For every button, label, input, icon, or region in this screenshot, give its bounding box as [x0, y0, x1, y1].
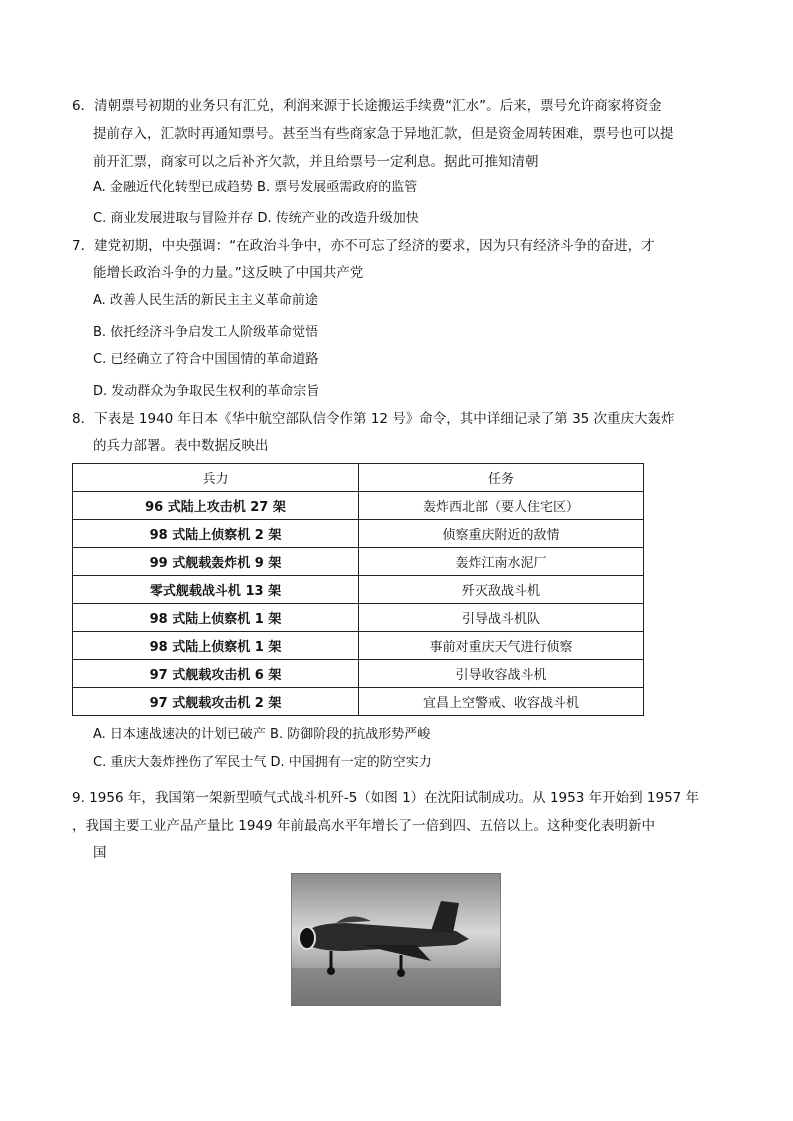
q6-line-2: 提前存入，汇款时再通知票号。甚至当有些商家急于异地汇款，但是资金周转困难，票号也可以提 [93, 126, 674, 142]
q7-line-1: 7．建党初期，中央强调：“在政治斗争中，亦不可忘了经济的要求，因为只有经济斗争的奋进，才 [72, 238, 655, 254]
q7-option-d: D. 发动群众为争取民生权利的革命宗旨 [93, 384, 320, 399]
q8-option-cd: C. 重庆大轰炸挫伤了军民士气 D. 中国拥有一定的防空实力 [93, 755, 432, 770]
table-cell-forces: 97 式舰载攻击机 2 架 [73, 688, 359, 716]
table-cell-forces: 97 式舰载攻击机 6 架 [73, 660, 359, 688]
table-row [73, 688, 644, 716]
q9-line-3: 国 [93, 845, 107, 861]
table-row [73, 632, 644, 660]
q8-line-2: 的兵力部署。表中数据反映出 [93, 438, 269, 454]
table-row [73, 576, 644, 604]
table-cell-mission: 侦察重庆附近的敌情 [359, 520, 644, 548]
q9-line-1: 9. 1956 年，我国第一架新型喷气式战斗机歼-5（如图 1）在沈阳试制成功。从 1953 年开始到 1957 年 [72, 790, 700, 806]
q6-option-ab: A. 金融近代化转型已成趋势 B. 票号发展亟需政府的监管 [93, 180, 418, 195]
table-cell-forces: 96 式陆上攻击机 27 架 [73, 492, 359, 520]
table-cell-forces: 98 式陆上侦察机 2 架 [73, 520, 359, 548]
table-cell-mission: 轰炸江南水泥厂 [359, 548, 644, 576]
table-header-forces: 兵力 [73, 464, 359, 492]
q8-line-1: 8．下表是 1940 年日本《华中航空部队信令作第 12 号》命令，其中详细记录了第 35 次重庆大轰炸 [72, 411, 675, 427]
table-row [73, 492, 644, 520]
q6-line-1: 6．清朝票号初期的业务只有汇兑，利润来源于长途搬运手续费“汇水”。后来，票号允许商家将资金 [72, 98, 662, 114]
table-cell-mission: 宜昌上空警戒、收容战斗机 [359, 688, 644, 716]
table-cell-mission: 引导收容战斗机 [359, 660, 644, 688]
table-cell-forces: 99 式舰载轰炸机 9 架 [73, 548, 359, 576]
table-row [73, 660, 644, 688]
q8-option-ab: A. 日本速战速决的计划已破产 B. 防御阶段的抗战形势严峻 [93, 727, 431, 742]
table-row [73, 548, 644, 576]
table-cell-forces: 98 式陆上侦察机 1 架 [73, 604, 359, 632]
table-row [73, 520, 644, 548]
q9-line-2: ，我国主要工业产品产量比 1949 年前最高水平年增长了一倍到四、五倍以上。这种变化表明新中 [72, 818, 655, 834]
table-cell-mission: 歼灭敌战斗机 [359, 576, 644, 604]
q7-option-b: B. 依托经济斗争启发工人阶级革命觉悟 [93, 325, 319, 340]
q6-line-3: 前开汇票，商家可以之后补齐欠款，并且给票号一定利息。据此可推知清朝 [93, 154, 539, 170]
table-cell-mission: 引导战斗机队 [359, 604, 644, 632]
table-cell-mission: 事前对重庆天气进行侦察 [359, 632, 644, 660]
fighter-jet-icon [291, 873, 501, 1006]
table-row [73, 604, 644, 632]
table-cell-forces: 98 式陆上侦察机 1 架 [73, 632, 359, 660]
fighter-jet-photo [291, 873, 501, 1006]
q6-option-cd: C. 商业发展进取与冒险并存 D. 传统产业的改造升级加快 [93, 211, 419, 226]
q7-line-2: 能增长政治斗争的力量。”这反映了中国共产党 [93, 265, 364, 281]
table-cell-mission: 轰炸西北部（要人住宅区） [359, 492, 644, 520]
table-header-row [73, 464, 644, 492]
q7-option-c: C. 已经确立了符合中国国情的革命道路 [93, 352, 319, 367]
table-header-mission: 任务 [359, 464, 644, 492]
q7-option-a: A. 改善人民生活的新民主主义革命前途 [93, 293, 318, 308]
deployment-table [72, 463, 644, 716]
table-cell-forces: 零式舰载战斗机 13 架 [73, 576, 359, 604]
